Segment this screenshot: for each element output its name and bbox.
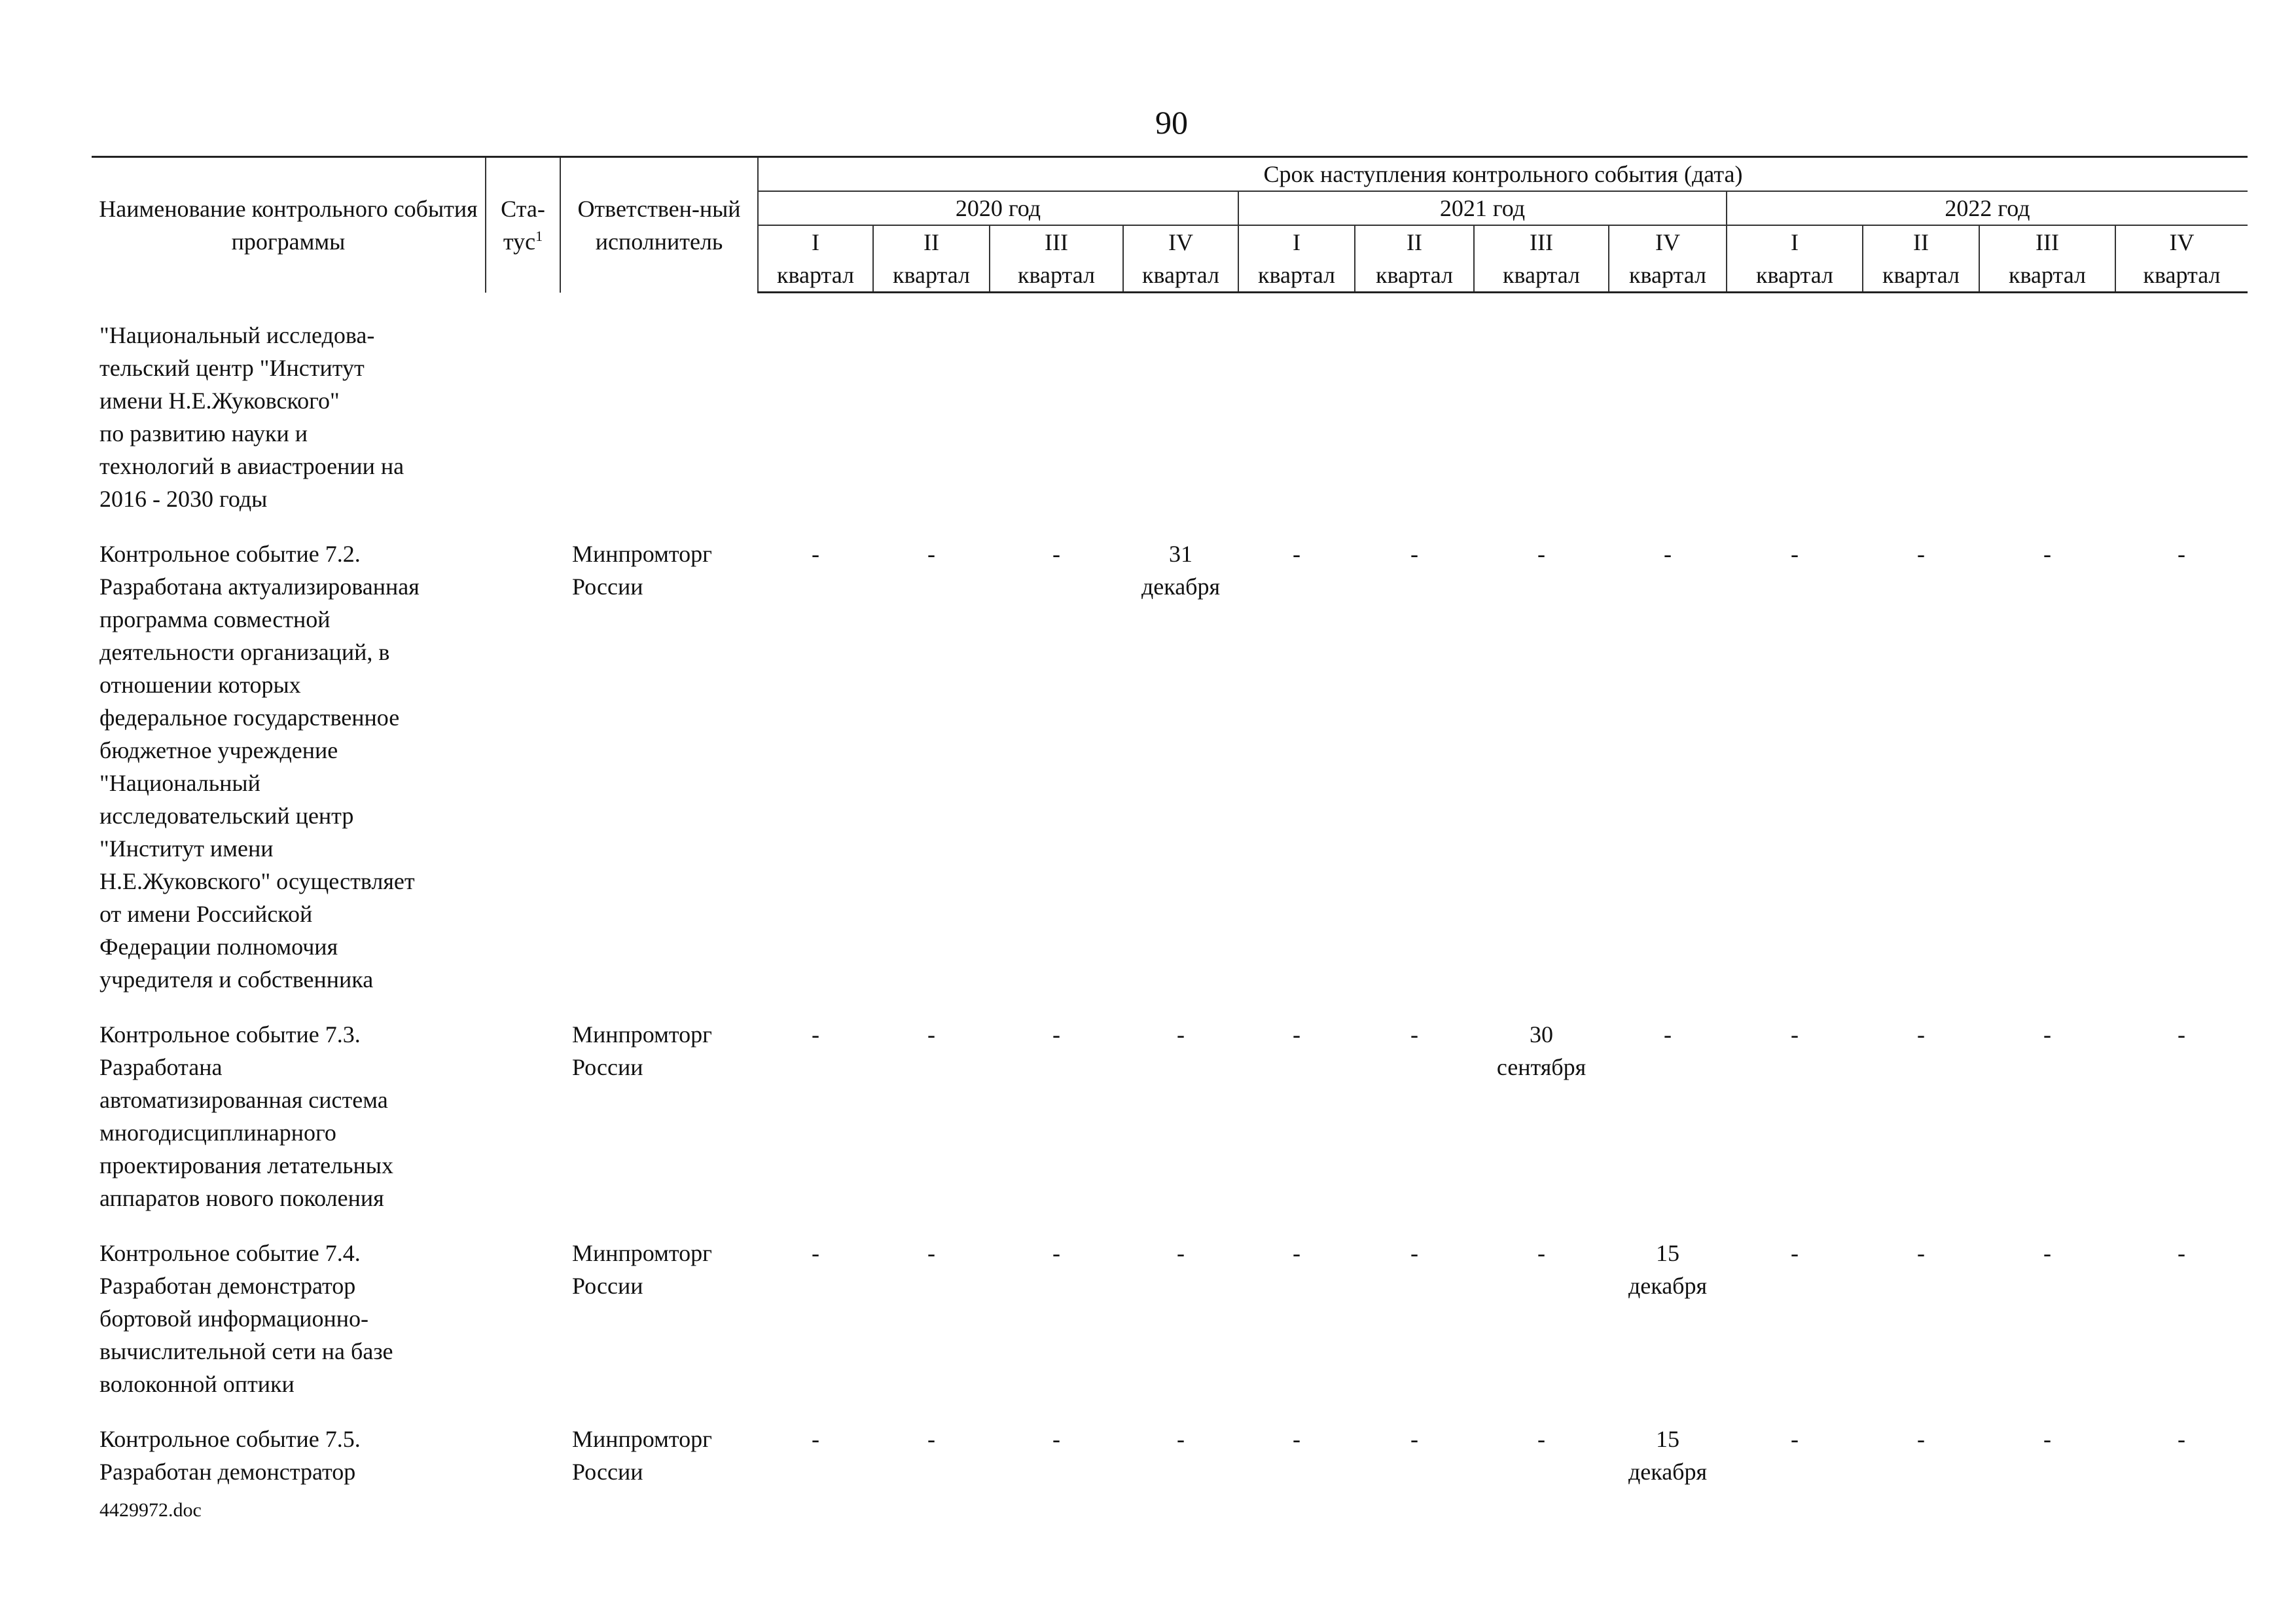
quarter-label: квартал bbox=[990, 259, 1123, 293]
quarter-cell bbox=[1979, 1008, 2115, 1226]
quarter-numeral: II bbox=[1355, 225, 1474, 259]
event-name-line: Разработана bbox=[99, 1053, 223, 1080]
empty-dash: - bbox=[1052, 1021, 1060, 1048]
empty-dash: - bbox=[1293, 1425, 1300, 1452]
empty-dash: - bbox=[2178, 1425, 2185, 1452]
quarter-cell bbox=[1355, 527, 1474, 1008]
event-name-line: Н.Е.Жуковского" осуществляет bbox=[99, 867, 415, 894]
event-name-line: Разработан демонстратор bbox=[99, 1458, 356, 1485]
quarter-cell bbox=[1863, 1008, 1979, 1226]
empty-dash: - bbox=[1917, 1425, 1925, 1452]
quarter-cell bbox=[1979, 527, 2115, 1008]
event-responsible bbox=[560, 1008, 758, 1226]
header-status-column bbox=[486, 157, 560, 293]
responsible-line: Минпромторг bbox=[572, 1021, 712, 1048]
event-name-line: аппаратов нового поколения bbox=[99, 1184, 384, 1211]
quarter-numeral: III bbox=[990, 225, 1123, 259]
empty-dash: - bbox=[1410, 540, 1418, 567]
quarter-label: квартал bbox=[1474, 259, 1609, 293]
empty-dash: - bbox=[2178, 540, 2185, 567]
quarter-cell bbox=[1727, 1008, 1863, 1226]
deadline-date: 15 bbox=[1656, 1239, 1679, 1266]
quarter-cell bbox=[1123, 527, 1238, 1008]
quarter-label: квартал bbox=[1609, 259, 1727, 293]
quarter-cell bbox=[1863, 527, 1979, 1008]
event-name-line: вычислительной сети на базе bbox=[99, 1338, 393, 1364]
event-name-line: Контрольное событие 7.2. bbox=[99, 540, 361, 567]
responsible-line: Минпромторг bbox=[572, 540, 712, 567]
quarter-label: квартал bbox=[1979, 259, 2115, 293]
quarter-cell bbox=[873, 1226, 990, 1412]
event-name-line: Разработан демонстратор bbox=[99, 1272, 356, 1299]
empty-dash: - bbox=[1410, 1239, 1418, 1266]
empty-dash: - bbox=[812, 1425, 819, 1452]
quarter-numeral: IV bbox=[1609, 225, 1727, 259]
empty-dash: - bbox=[1293, 1021, 1300, 1048]
quarter-cell bbox=[1863, 1226, 1979, 1412]
quarter-cell bbox=[758, 1226, 873, 1412]
quarter-numeral: II bbox=[873, 225, 990, 259]
event-name-line: Федерации полномочия bbox=[99, 933, 338, 960]
quarter-label: квартал bbox=[2115, 259, 2248, 293]
quarter-cell bbox=[1474, 527, 1609, 1008]
quarter-cell bbox=[990, 527, 1123, 1008]
event-name-line: бюджетное учреждение bbox=[99, 737, 338, 763]
quarter-cell bbox=[1609, 1412, 1727, 1500]
event-name-line: учредителя и собственника bbox=[99, 966, 374, 993]
status-footnote-mark: 1 bbox=[535, 227, 543, 244]
quarter-cell bbox=[2115, 1008, 2248, 1226]
intro-line: технологий в авиастроении на bbox=[99, 452, 404, 479]
quarter-cell bbox=[1474, 1226, 1609, 1412]
event-name bbox=[92, 527, 486, 1008]
empty-dash: - bbox=[1917, 1239, 1925, 1266]
responsible-line: Минпромторг bbox=[572, 1239, 712, 1266]
empty-dash: - bbox=[1177, 1239, 1185, 1266]
event-responsible bbox=[560, 527, 758, 1008]
intro-line: 2016 - 2030 годы bbox=[99, 485, 268, 512]
empty-dash: - bbox=[1917, 540, 1925, 567]
quarter-label: квартал bbox=[1123, 259, 1238, 293]
empty-dash: - bbox=[1537, 1239, 1545, 1266]
table-row bbox=[92, 1412, 2248, 1500]
quarter-numeral: I bbox=[1727, 225, 1863, 259]
document-filename: 4429972.doc bbox=[99, 1499, 202, 1521]
header-responsible-column: Ответствен-ный исполнитель bbox=[560, 157, 758, 293]
responsible-line: России bbox=[572, 1458, 643, 1485]
quarter-cell bbox=[1123, 1008, 1238, 1226]
empty-dash: - bbox=[1791, 1425, 1799, 1452]
event-status bbox=[486, 1226, 560, 1412]
quarter-label: квартал bbox=[1238, 259, 1355, 293]
quarter-cell bbox=[1355, 1226, 1474, 1412]
header-deadline-group: Срок наступления контрольного события (дата) bbox=[758, 157, 2248, 192]
event-name bbox=[92, 1008, 486, 1226]
empty-dash: - bbox=[927, 1021, 935, 1048]
quarter-numeral: I bbox=[1238, 225, 1355, 259]
empty-dash: - bbox=[1177, 1021, 1185, 1048]
empty-dash: - bbox=[812, 540, 819, 567]
quarter-cell bbox=[1979, 1412, 2115, 1500]
quarter-cell bbox=[873, 527, 990, 1008]
event-name-line: "Национальный bbox=[99, 769, 260, 796]
empty-dash: - bbox=[1537, 540, 1545, 567]
quarter-cell bbox=[1238, 1226, 1355, 1412]
empty-dash: - bbox=[1664, 1021, 1672, 1048]
quarter-cell bbox=[1238, 1008, 1355, 1226]
quarter-cell bbox=[1863, 1412, 1979, 1500]
empty-dash: - bbox=[1052, 540, 1060, 567]
intro-line: имени Н.Е.Жуковского" bbox=[99, 387, 340, 414]
quarter-cell bbox=[1979, 1226, 2115, 1412]
quarter-cell bbox=[990, 1412, 1123, 1500]
quarter-cell bbox=[1727, 1412, 1863, 1500]
quarter-numeral: II bbox=[1863, 225, 1979, 259]
empty-dash: - bbox=[927, 1425, 935, 1452]
event-name-line: Контрольное событие 7.4. bbox=[99, 1239, 361, 1266]
event-name-line: автоматизированная система bbox=[99, 1086, 388, 1113]
empty-dash: - bbox=[1293, 540, 1300, 567]
header-name-column: Наименование контрольного события программы bbox=[92, 157, 486, 293]
empty-dash: - bbox=[1664, 540, 1672, 567]
event-responsible bbox=[560, 1226, 758, 1412]
header-year-2020: 2020 год bbox=[758, 191, 1238, 225]
intro-line: "Национальный исследова- bbox=[99, 321, 375, 348]
quarter-cell bbox=[990, 1008, 1123, 1226]
header-year-2022: 2022 год bbox=[1727, 191, 2248, 225]
deadline-date: декабря bbox=[1628, 1272, 1708, 1299]
empty-dash: - bbox=[1917, 1021, 1925, 1048]
event-status bbox=[486, 1412, 560, 1500]
quarter-cell bbox=[1238, 527, 1355, 1008]
quarter-cell bbox=[1727, 527, 1863, 1008]
quarter-cell bbox=[873, 1412, 990, 1500]
event-name-line: отношении которых bbox=[99, 671, 301, 698]
empty-dash: - bbox=[1791, 1021, 1799, 1048]
quarter-numeral: I bbox=[758, 225, 873, 259]
event-name-line: волоконной оптики bbox=[99, 1370, 295, 1397]
empty-dash: - bbox=[2178, 1239, 2185, 1266]
deadline-date: сентября bbox=[1496, 1053, 1587, 1080]
quarter-label: квартал bbox=[1355, 259, 1474, 293]
quarter-numeral: III bbox=[1474, 225, 1609, 259]
quarter-cell bbox=[2115, 1226, 2248, 1412]
quarter-cell bbox=[2115, 1412, 2248, 1500]
event-name bbox=[92, 1412, 486, 1500]
table-row bbox=[92, 1008, 2248, 1226]
empty-dash: - bbox=[2178, 1021, 2185, 1048]
event-name-line: Разработана актуализированная bbox=[99, 573, 420, 600]
quarter-cell bbox=[1474, 1008, 1609, 1226]
quarter-label: квартал bbox=[1863, 259, 1979, 293]
event-name-line: Контрольное событие 7.5. bbox=[99, 1425, 361, 1452]
deadline-date: декабря bbox=[1141, 573, 1221, 600]
quarter-cell bbox=[758, 1412, 873, 1500]
quarter-label: квартал bbox=[758, 259, 873, 293]
intro-line: тельский центр "Институт bbox=[99, 354, 365, 381]
quarter-cell bbox=[1123, 1412, 1238, 1500]
event-name-line: Контрольное событие 7.3. bbox=[99, 1021, 361, 1048]
intro-program-name bbox=[92, 293, 486, 527]
event-responsible bbox=[560, 1412, 758, 1500]
quarter-cell bbox=[1609, 527, 1727, 1008]
empty-dash: - bbox=[812, 1239, 819, 1266]
status-label: Ста-тус bbox=[501, 195, 545, 255]
deadline-date: 31 bbox=[1169, 540, 1193, 567]
deadline-date: декабря bbox=[1628, 1458, 1708, 1485]
quarter-cell bbox=[990, 1226, 1123, 1412]
empty-dash: - bbox=[1791, 1239, 1799, 1266]
empty-dash: - bbox=[1293, 1239, 1300, 1266]
event-name-line: от имени Российской bbox=[99, 900, 313, 927]
control-events-table bbox=[92, 156, 2248, 1500]
quarter-cell bbox=[758, 527, 873, 1008]
quarter-cell bbox=[1123, 1226, 1238, 1412]
quarter-cell bbox=[1474, 1412, 1609, 1500]
quarter-numeral: IV bbox=[2115, 225, 2248, 259]
event-name-line: проектирования летательных bbox=[99, 1152, 393, 1178]
quarter-cell bbox=[758, 1008, 873, 1226]
quarter-cell bbox=[873, 1008, 990, 1226]
quarter-cell bbox=[1355, 1412, 1474, 1500]
empty-dash: - bbox=[1791, 540, 1799, 567]
event-status bbox=[486, 527, 560, 1008]
quarter-cell bbox=[1238, 1412, 1355, 1500]
quarter-cell bbox=[1355, 1008, 1474, 1226]
event-name-line: программа совместной bbox=[99, 606, 331, 632]
event-name-line: бортовой информационно- bbox=[99, 1305, 368, 1332]
quarter-cell bbox=[1609, 1008, 1727, 1226]
event-name-line: "Институт имени bbox=[99, 835, 274, 862]
empty-dash: - bbox=[812, 1021, 819, 1048]
quarter-cell bbox=[1727, 1226, 1863, 1412]
event-name-line: деятельности организаций, в bbox=[99, 638, 390, 665]
responsible-line: России bbox=[572, 573, 643, 600]
page-number: 90 bbox=[1155, 104, 1188, 141]
event-name-line: многодисциплинарного bbox=[99, 1119, 336, 1146]
empty-dash: - bbox=[1177, 1425, 1185, 1452]
event-name-line: федеральное государственное bbox=[99, 704, 400, 731]
empty-dash: - bbox=[2043, 1021, 2051, 1048]
empty-dash: - bbox=[927, 1239, 935, 1266]
quarter-numeral: IV bbox=[1123, 225, 1238, 259]
empty-dash: - bbox=[2043, 540, 2051, 567]
responsible-line: России bbox=[572, 1272, 643, 1299]
quarter-cell bbox=[2115, 527, 2248, 1008]
empty-dash: - bbox=[1052, 1425, 1060, 1452]
responsible-line: России bbox=[572, 1053, 643, 1080]
quarter-label: квартал bbox=[873, 259, 990, 293]
empty-dash: - bbox=[1410, 1425, 1418, 1452]
quarter-label: квартал bbox=[1727, 259, 1863, 293]
empty-dash: - bbox=[1537, 1425, 1545, 1452]
quarter-cell bbox=[1609, 1226, 1727, 1412]
responsible-line: Минпромторг bbox=[572, 1425, 712, 1452]
deadline-date: 30 bbox=[1530, 1021, 1553, 1048]
empty-dash: - bbox=[1052, 1239, 1060, 1266]
table-row bbox=[92, 1226, 2248, 1412]
empty-dash: - bbox=[927, 540, 935, 567]
deadline-date: 15 bbox=[1656, 1425, 1679, 1452]
empty-dash: - bbox=[2043, 1239, 2051, 1266]
empty-dash: - bbox=[2043, 1425, 2051, 1452]
header-year-2021: 2021 год bbox=[1238, 191, 1727, 225]
event-name-line: исследовательский центр bbox=[99, 802, 354, 829]
event-status bbox=[486, 1008, 560, 1226]
quarter-numeral: III bbox=[1979, 225, 2115, 259]
empty-dash: - bbox=[1410, 1021, 1418, 1048]
intro-line: по развитию науки и bbox=[99, 420, 308, 447]
table-row bbox=[92, 527, 2248, 1008]
event-name bbox=[92, 1226, 486, 1412]
